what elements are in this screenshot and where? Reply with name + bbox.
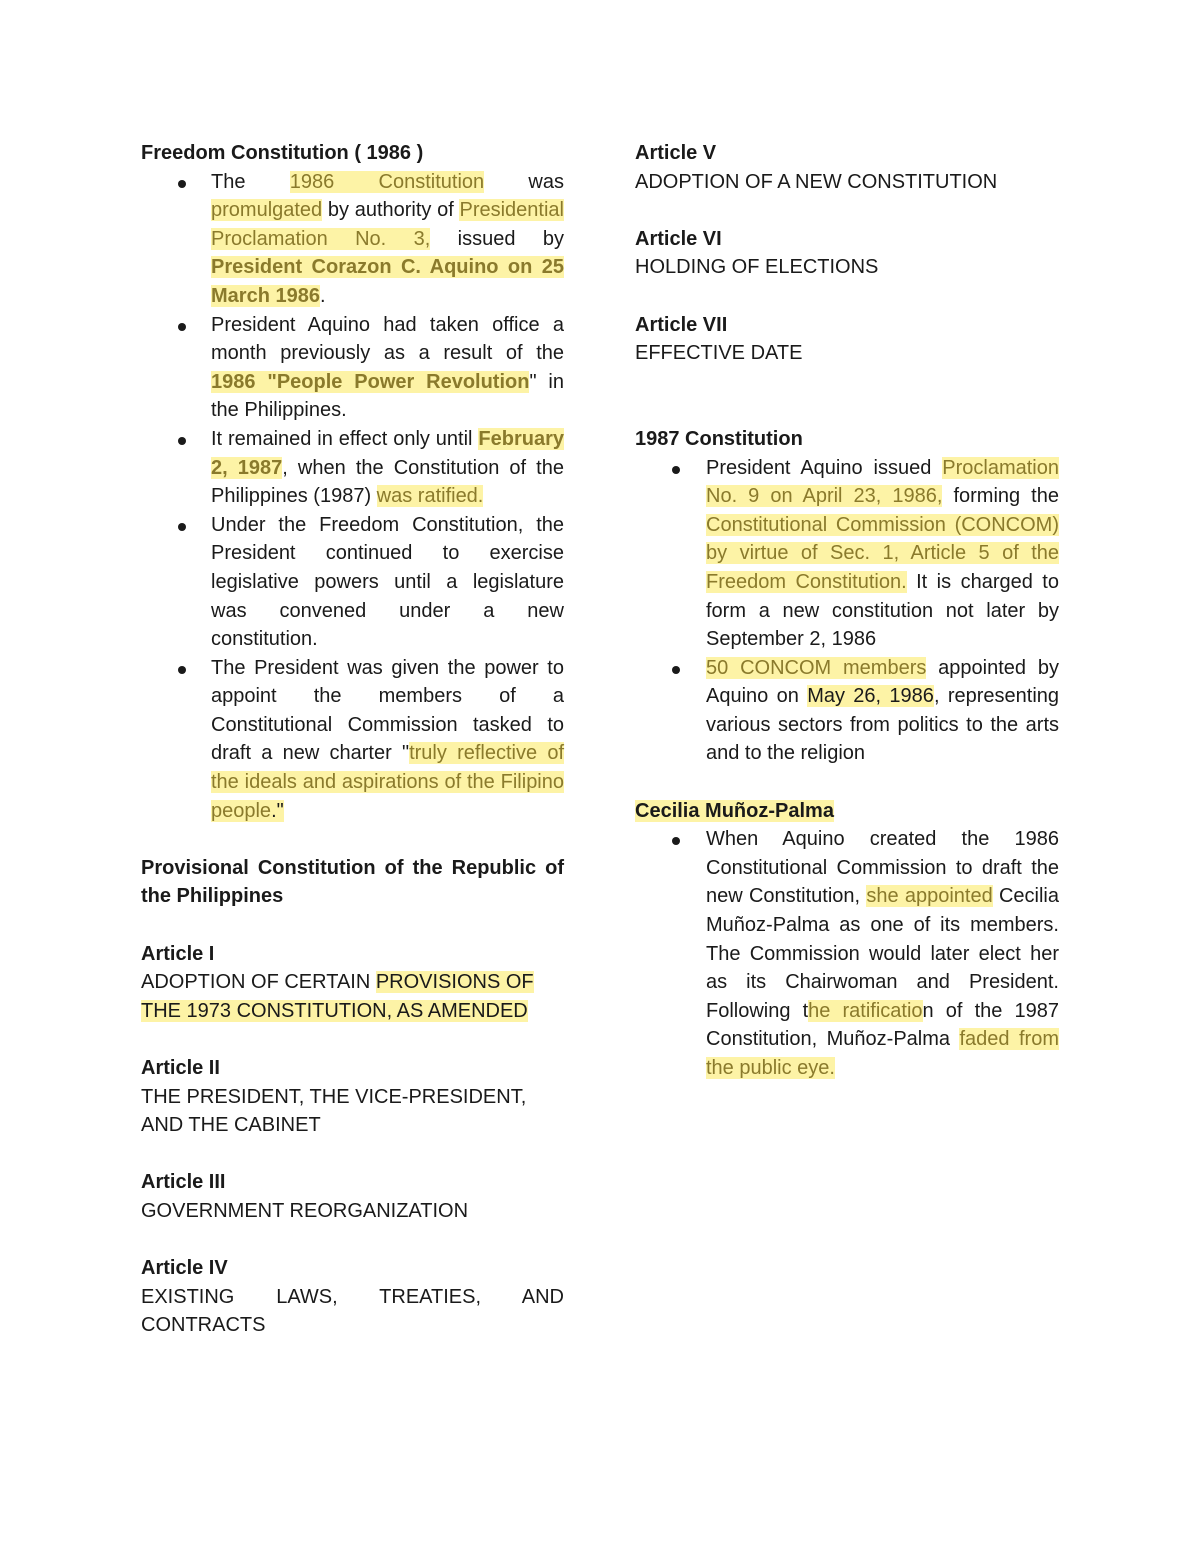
list-item: [635, 454, 1059, 654]
constitution-1987-list: [635, 454, 1059, 769]
text: .": [271, 799, 284, 822]
article-1-text: [141, 968, 564, 1025]
text: The President was given the power to appoint the members of a Constitutional Commission tasked to draft a new charter ": [211, 656, 564, 765]
highlight: Presidential Proclamation No. 3,: [211, 199, 564, 250]
provisional-constitution-heading: Provisional Constitution of the Republic of the Philippines: [141, 856, 564, 908]
highlight: February 2, 1987: [211, 427, 564, 479]
article-4-text: EXISTING LAWS, TREATIES, AND CONTRACTS: [141, 1285, 564, 1337]
article-5-text: ADOPTION OF A NEW CONSTITUTION: [635, 170, 998, 193]
freedom-constitution-list: [141, 168, 564, 826]
text: It remained in effect only until: [211, 427, 479, 450]
text: by authority of: [322, 199, 460, 222]
freedom-constitution-heading: Freedom Constitution ( 1986 ): [141, 142, 424, 164]
highlight: promulgated: [211, 199, 323, 222]
text: ADOPTION OF CERTAIN: [141, 971, 376, 994]
text: n of the 1987 Constitution, Muñoz-Palma: [706, 999, 1059, 1051]
text: .: [319, 284, 326, 307]
text: President Aquino had taken office a month previously as a result of the: [211, 313, 564, 365]
highlight: Constitutional Commission (CONCOM) by virtue of Sec. 1, Article 5 of the Freedom Constitution.: [706, 513, 1059, 593]
text: , representing various sectors from politics to the arts and to the religion: [706, 685, 1060, 765]
article-7-title: Article VII: [635, 313, 728, 336]
text: " in the Philippines.: [211, 370, 564, 422]
article-1-title: Article I: [141, 942, 215, 965]
cecilia-heading: [635, 797, 1059, 826]
highlight: May 26, 1986: [807, 685, 934, 708]
article-7-text: EFFECTIVE DATE: [635, 342, 803, 365]
text: The: [211, 170, 290, 193]
highlight: she appointed: [866, 885, 993, 908]
highlight: faded from the public eye.: [706, 1028, 1059, 1079]
article-5-title: Article V: [635, 142, 717, 164]
highlight: 1986 Constitution: [289, 170, 485, 193]
list-item: [635, 654, 1059, 768]
article-3-text: GOVERNMENT REORGANIZATION: [141, 1199, 469, 1222]
article-6-title: Article VI: [635, 227, 722, 250]
constitution-1987-heading: 1987 Constitution: [635, 427, 803, 450]
highlight: 50 CONCOM members: [706, 656, 927, 679]
text: forming the: [942, 485, 1059, 508]
text: , when the Constitution of the Philippines (1987): [211, 456, 564, 508]
right-column: [635, 139, 1059, 1083]
text: Cecilia Muñoz-Palma as one of its members. The Commission would later elect her as its Chairwoman and President. Following t: [706, 885, 1059, 1022]
highlight: PROVISIONS OF THE 1973 CONSTITUTION, AS AMENDED: [141, 971, 534, 1022]
text: issued by: [430, 227, 564, 250]
text: It is charged to form a new constitution not later by September 2, 1986: [706, 570, 1059, 651]
highlight: Proclamation No. 9 on April 23, 1986,: [706, 456, 1059, 508]
article-6-text: HOLDING OF ELECTIONS: [635, 256, 879, 279]
text: President Aquino issued: [706, 456, 943, 479]
text: was: [484, 170, 564, 193]
list-item: Under the Freedom Constitution, the President continued to exercise legislative powers until a legislature was convened under a new constitution.: [141, 511, 564, 654]
highlight: was ratified.: [376, 485, 484, 508]
highlight: President Corazon C. Aquino on 25 March 1986: [211, 256, 564, 307]
text: When Aquino created the 1986 Constitutional Commission to draft the new Constitution,: [706, 828, 1059, 908]
list-item: [141, 311, 564, 425]
list-item: [141, 168, 564, 311]
text: appointed by Aquino on: [706, 656, 1059, 708]
list-item: [635, 825, 1059, 1082]
cecilia-list: [635, 825, 1059, 1082]
highlight: he ratificatio: [808, 999, 923, 1022]
article-2-text: THE PRESIDENT, THE VICE-PRESIDENT, AND THE CABINET: [141, 1085, 527, 1137]
left-column: [141, 139, 564, 1340]
article-2-title: Article II: [141, 1057, 220, 1079]
article-4-title: Article IV: [141, 1257, 228, 1280]
highlight: truly reflective of the ideals and aspirations of the Filipino people: [211, 742, 564, 822]
list-item: [141, 654, 564, 826]
highlight: 1986 "People Power Revolution: [211, 370, 530, 393]
article-3-title: Article III: [141, 1171, 226, 1194]
highlight: Cecilia Muñoz-Palma: [635, 799, 834, 822]
list-item: [141, 425, 564, 511]
